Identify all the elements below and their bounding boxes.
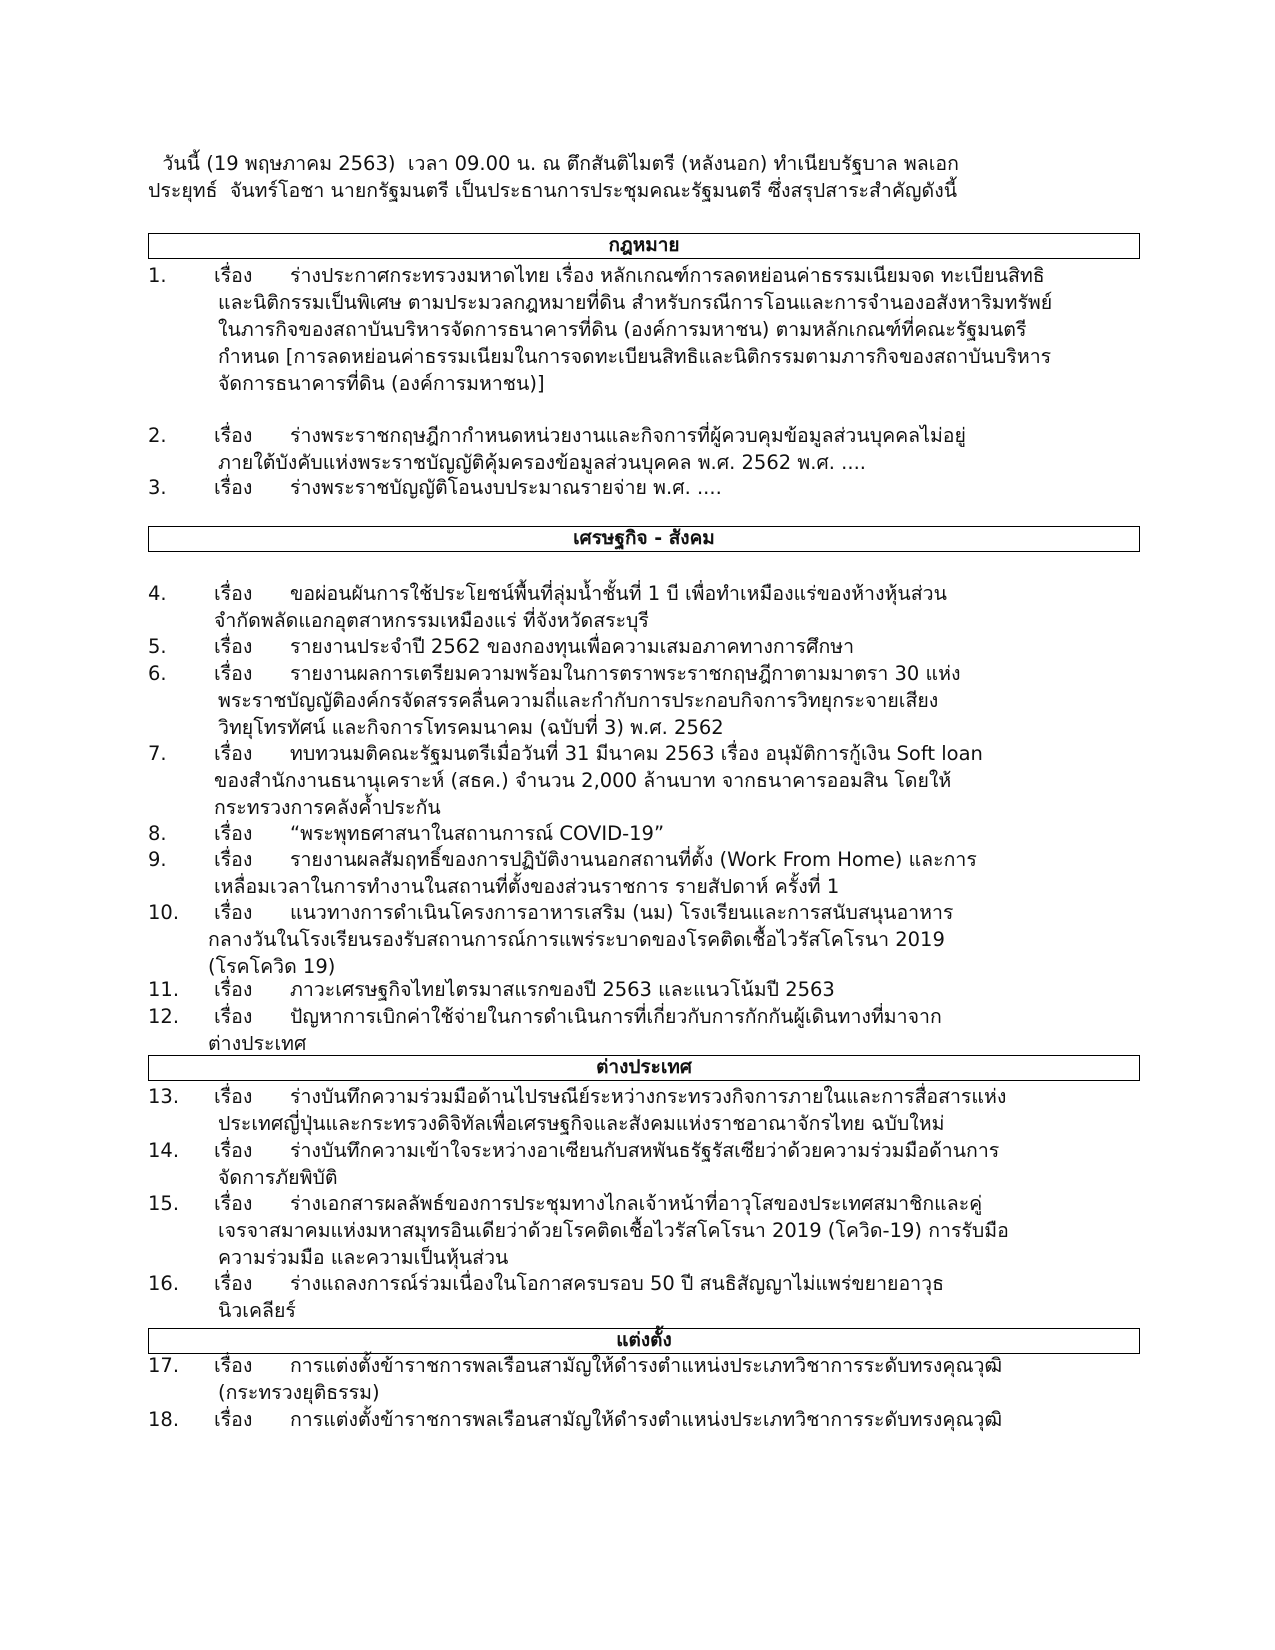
agenda-item-keyword: เรื่อง <box>214 1408 253 1431</box>
agenda-item-number: 5. <box>148 635 167 658</box>
agenda-item-continuation: จำกัดพลัดแอกอุตสาหกรรมเหมืองแร่ ที่จังหวัดสระบุรี <box>214 609 649 632</box>
agenda-item-keyword: เรื่อง <box>214 264 253 287</box>
agenda-item-continuation: นิวเคลียร์ <box>218 1299 296 1322</box>
agenda-item-number: 15. <box>148 1192 180 1215</box>
agenda-item-continuation: กลางวันในโรงเรียนรองรับสถานการณ์การแพร่ระบาดของโรคติดเชื้อไวรัสโคโรนา 2019 <box>208 928 945 951</box>
agenda-item-title: การแต่งตั้งข้าราชการพลเรือนสามัญให้ดำรงตำแหน่งประเภทวิชาการระดับทรงคุณวุฒิ <box>290 1354 1003 1377</box>
agenda-item-number: 3. <box>148 476 167 499</box>
intro-line-2: ประยุทธ์ จันทร์โอชา นายกรัฐมนตรี เป็นประธานการประชุมคณะรัฐมนตรี ซึ่งสรุปสาระสำคัญดังนี้ <box>148 179 958 202</box>
agenda-item-continuation: จัดการภัยพิบัติ <box>218 1166 338 1189</box>
agenda-item-keyword: เรื่อง <box>214 1085 253 1108</box>
agenda-item-title: ร่างพระราชบัญญัติโอนงบประมาณรายจ่าย พ.ศ. .... <box>290 476 722 499</box>
agenda-item-number: 11. <box>148 978 180 1001</box>
agenda-item-number: 16. <box>148 1272 180 1295</box>
agenda-item-title: รายงานผลสัมฤทธิ์ของการปฏิบัติงานนอกสถานที่ตั้ง (Work From Home) และการ <box>290 848 977 871</box>
agenda-item-continuation: จัดการธนาคารที่ดิน (องค์การมหาชน)] <box>218 372 545 395</box>
agenda-item-title: ร่างแถลงการณ์ร่วมเนื่องในโอกาสครบรอบ 50 ปี สนธิสัญญาไม่แพร่ขยายอาวุธ <box>290 1272 944 1295</box>
agenda-item-number: 9. <box>148 848 167 871</box>
agenda-item-number: 10. <box>148 901 180 924</box>
agenda-item-title: ร่างประกาศกระทรวงมหาดไทย เรื่อง หลักเกณฑ์การลดหย่อนค่าธรรมเนียมจด ทะเบียนสิทธิ <box>290 264 1045 287</box>
agenda-item-title: ร่างบันทึกความร่วมมือด้านไปรษณีย์ระหว่างกระทรวงกิจการภายในและการสื่อสารแห่ง <box>290 1085 1007 1108</box>
agenda-item-number: 1. <box>148 264 167 287</box>
agenda-item-keyword: เรื่อง <box>214 424 253 447</box>
agenda-item-continuation: กระทรวงการคลังค้ำประกัน <box>214 796 441 819</box>
agenda-item-title: แนวทางการดำเนินโครงการอาหารเสริม (นม) โรงเรียนและการสนับสนุนอาหาร <box>290 901 954 924</box>
agenda-item-title: การแต่งตั้งข้าราชการพลเรือนสามัญให้ดำรงตำแหน่งประเภทวิชาการระดับทรงคุณวุฒิ <box>290 1408 1003 1431</box>
agenda-item-continuation: พระราชบัญญัติองค์กรจัดสรรคลื่นความถี่และกำกับการประกอบกิจการวิทยุกระจายเสียง <box>218 689 939 712</box>
agenda-item-keyword: เรื่อง <box>214 476 253 499</box>
agenda-item-number: 4. <box>148 582 167 605</box>
agenda-item-continuation: (กระทรวงยุติธรรม) <box>218 1381 380 1404</box>
agenda-item-keyword: เรื่อง <box>214 901 253 924</box>
agenda-item-keyword: เรื่อง <box>214 1354 253 1377</box>
agenda-item-title: รายงานผลการเตรียมความพร้อมในการตราพระราชกฤษฎีกาตามมาตรา 30 แห่ง <box>290 662 961 685</box>
agenda-item-continuation: (โรคโควิด 19) <box>208 955 336 978</box>
agenda-item-continuation: ของสำนักงานธนานุเคราะห์ (สธค.) จำนวน 2,000 ล้านบาท จากธนาคารออมสิน โดยให้ <box>214 769 952 792</box>
agenda-item-continuation: ความร่วมมือ และความเป็นหุ้นส่วน <box>218 1246 509 1269</box>
agenda-item-continuation: เจรจาสมาคมแห่งมหาสมุทรอินเดียว่าด้วยโรคติดเชื้อไวรัสโคโรนา 2019 (โควิด-19) การรับมือ <box>218 1219 1009 1242</box>
agenda-item-continuation: ภายใต้บังคับแห่งพระราชบัญญัติคุ้มครองข้อมูลส่วนบุคคล พ.ศ. 2562 พ.ศ. .... <box>218 451 866 474</box>
agenda-item-continuation: เหลื่อมเวลาในการทำงานในสถานที่ตั้งของส่วนราชการ รายสัปดาห์ ครั้งที่ 1 <box>214 875 840 898</box>
section-header-law: กฎหมาย <box>148 233 1140 259</box>
agenda-item-title: ภาวะเศรษฐกิจไทยไตรมาสแรกของปี 2563 และแนวโน้มปี 2563 <box>290 978 835 1001</box>
section-header-appointment: แต่งตั้ง <box>148 1328 1140 1354</box>
agenda-item-continuation: ต่างประเทศ <box>208 1032 307 1055</box>
agenda-item-continuation: ประเทศญี่ปุ่นและกระทรวงดิจิทัลเพื่อเศรษฐกิจและสังคมแห่งราชอาณาจักรไทย ฉบับใหม่ <box>218 1112 945 1135</box>
agenda-item-title: ทบทวนมติคณะรัฐมนตรีเมื่อวันที่ 31 มีนาคม 2563 เรื่อง อนุมัติการกู้เงิน Soft loan <box>290 742 983 765</box>
agenda-item-title: “พระพุทธศาสนาในสถานการณ์ COVID-19” <box>290 822 665 845</box>
agenda-item-number: 12. <box>148 1005 180 1028</box>
agenda-item-keyword: เรื่อง <box>214 1272 253 1295</box>
agenda-item-keyword: เรื่อง <box>214 1139 253 1162</box>
section-header-foreign: ต่างประเทศ <box>148 1055 1140 1081</box>
agenda-item-number: 18. <box>148 1408 180 1431</box>
agenda-item-keyword: เรื่อง <box>214 848 253 871</box>
agenda-item-continuation: ในภารกิจของสถาบันบริหารจัดการธนาคารที่ดิน (องค์การมหาชน) ตามหลักเกณฑ์ที่คณะรัฐมนตรี <box>218 318 1027 341</box>
agenda-item-continuation: กำหนด [การลดหย่อนค่าธรรมเนียมในการจดทะเบียนสิทธิและนิติกรรมตามภารกิจของสถาบันบริหาร <box>218 345 1052 368</box>
agenda-item-keyword: เรื่อง <box>214 1192 253 1215</box>
agenda-item-continuation: วิทยุโทรทัศน์ และกิจการโทรคมนาคม (ฉบับที่ 3) พ.ศ. 2562 <box>218 716 724 739</box>
agenda-item-keyword: เรื่อง <box>214 822 253 845</box>
agenda-item-keyword: เรื่อง <box>214 635 253 658</box>
agenda-item-keyword: เรื่อง <box>214 742 253 765</box>
agenda-item-keyword: เรื่อง <box>214 582 253 605</box>
agenda-item-keyword: เรื่อง <box>214 978 253 1001</box>
section-header-economy-society: เศรษฐกิจ - สังคม <box>148 526 1140 552</box>
agenda-item-title: รายงานประจำปี 2562 ของกองทุนเพื่อความเสมอภาคทางการศึกษา <box>290 635 855 658</box>
intro-line-1: วันนี้ (19 พฤษภาคม 2563) เวลา 09.00 น. ณ ตึกสันติไมตรี (หลังนอก) ทำเนียบรัฐบาล พลเอก <box>150 152 959 175</box>
agenda-item-title: ปัญหาการเบิกค่าใช้จ่ายในการดำเนินการที่เกี่ยวกับการกักกันผู้เดินทางที่มาจาก <box>290 1005 942 1028</box>
agenda-item-keyword: เรื่อง <box>214 662 253 685</box>
agenda-item-number: 6. <box>148 662 167 685</box>
agenda-item-number: 13. <box>148 1085 180 1108</box>
agenda-item-title: ร่างบันทึกความเข้าใจระหว่างอาเซียนกับสหพันธรัฐรัสเซียว่าด้วยความร่วมมือด้านการ <box>290 1139 1000 1162</box>
agenda-item-title: ขอผ่อนผันการใช้ประโยชน์พื้นที่ลุ่มน้ำชั้นที่ 1 บี เพื่อทำเหมืองแร่ของห้างหุ้นส่วน <box>290 582 947 605</box>
agenda-item-title: ร่างพระราชกฤษฎีกากำหนดหน่วยงานและกิจการที่ผู้ควบคุมข้อมูลส่วนบุคคลไม่อยู่ <box>290 424 966 447</box>
agenda-item-title: ร่างเอกสารผลลัพธ์ของการประชุมทางไกลเจ้าหน้าที่อาวุโสของประเทศสมาชิกและคู่ <box>290 1192 983 1215</box>
agenda-item-number: 2. <box>148 424 167 447</box>
agenda-item-keyword: เรื่อง <box>214 1005 253 1028</box>
agenda-item-number: 14. <box>148 1139 180 1162</box>
agenda-item-number: 17. <box>148 1354 180 1377</box>
agenda-item-number: 7. <box>148 742 167 765</box>
agenda-item-number: 8. <box>148 822 167 845</box>
agenda-item-continuation: และนิติกรรมเป็นพิเศษ ตามประมวลกฎหมายที่ดิน สำหรับกรณีการโอนและการจำนองอสังหาริมทรัพย์ <box>218 291 1053 314</box>
